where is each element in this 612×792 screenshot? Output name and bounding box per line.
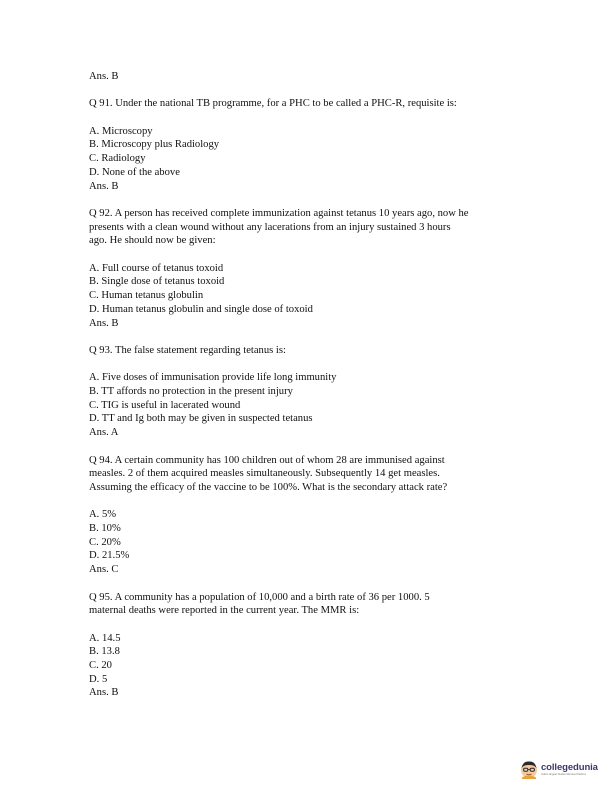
brand-tagline: India's largest Student Review Platform [541, 772, 587, 776]
question-text: Q 92. A person has received complete immunization against tetanus 10 years ago, now he [89, 207, 469, 219]
option-c: C. TIG is useful in lacerated wound [89, 399, 241, 411]
question-92 [89, 207, 529, 330]
option-d: D. TT and Ig both may be given in suspected tetanus [89, 413, 313, 425]
question-text: presents with a clean wound without any lacerations from an injury sustained 3 hours [89, 221, 451, 233]
option-a: A. Microscopy [89, 125, 153, 137]
answer: Ans. A [89, 427, 119, 439]
option-b: B. TT affords no protection in the present injury [89, 386, 293, 398]
previous-answer: Ans. B [89, 71, 119, 82]
answer: Ans. C [89, 564, 119, 576]
question-text: ago. He should now be given: [89, 235, 216, 247]
option-a: A. Full course of tetanus toxoid [89, 262, 224, 274]
option-c: C. 20% [89, 536, 121, 548]
question-text: Q 95. A community has a population of 10,000 and a birth rate of 36 per 1000. 5 [89, 591, 430, 603]
question-text: Q 93. The false statement regarding tetanus is: [89, 344, 286, 356]
brand-name: collegedunia [541, 761, 598, 773]
option-c: C. Radiology [89, 153, 146, 165]
collegedunia-logo-icon [519, 759, 539, 779]
option-d: D. None of the above [89, 166, 180, 178]
collegedunia-logo[interactable] [519, 757, 603, 781]
option-b: B. 10% [89, 523, 121, 535]
question-text: Q 94. A certain community has 100 children out of whom 28 are immunised against [89, 454, 445, 466]
answer: Ans. B [89, 180, 119, 192]
option-c: C. 20 [89, 660, 112, 672]
option-c: C. Human tetanus globulin [89, 290, 204, 302]
option-d: D. 21.5% [89, 550, 130, 562]
question-94 [89, 454, 529, 577]
option-d: D. Human tetanus globulin and single dose of toxoid [89, 303, 313, 315]
question-text: measles. 2 of them acquired measles simultaneously. Subsequently 14 get measles. [89, 468, 440, 480]
option-b: B. Single dose of tetanus toxoid [89, 276, 225, 288]
question-95 [89, 591, 529, 701]
option-a: A. 5% [89, 509, 117, 521]
question-93 [89, 344, 529, 440]
question-text: maternal deaths were reported in the current year. The MMR is: [89, 605, 360, 617]
question-text: Q 91. Under the national TB programme, for a PHC to be called a PHC-R, requisite is: [89, 98, 457, 110]
option-d: D. 5 [89, 673, 108, 685]
document-body [89, 70, 529, 714]
question-text: Assuming the efficacy of the vaccine to be 100%. What is the secondary attack rate? [89, 481, 448, 493]
answer: Ans. B [89, 317, 119, 329]
answer: Ans. B [89, 687, 119, 699]
question-91 [89, 97, 529, 193]
option-a: A. 14.5 [89, 632, 121, 644]
option-b: B. Microscopy plus Radiology [89, 139, 220, 151]
option-a: A. Five doses of immunisation provide life long immunity [89, 372, 337, 384]
option-b: B. 13.8 [89, 646, 120, 658]
